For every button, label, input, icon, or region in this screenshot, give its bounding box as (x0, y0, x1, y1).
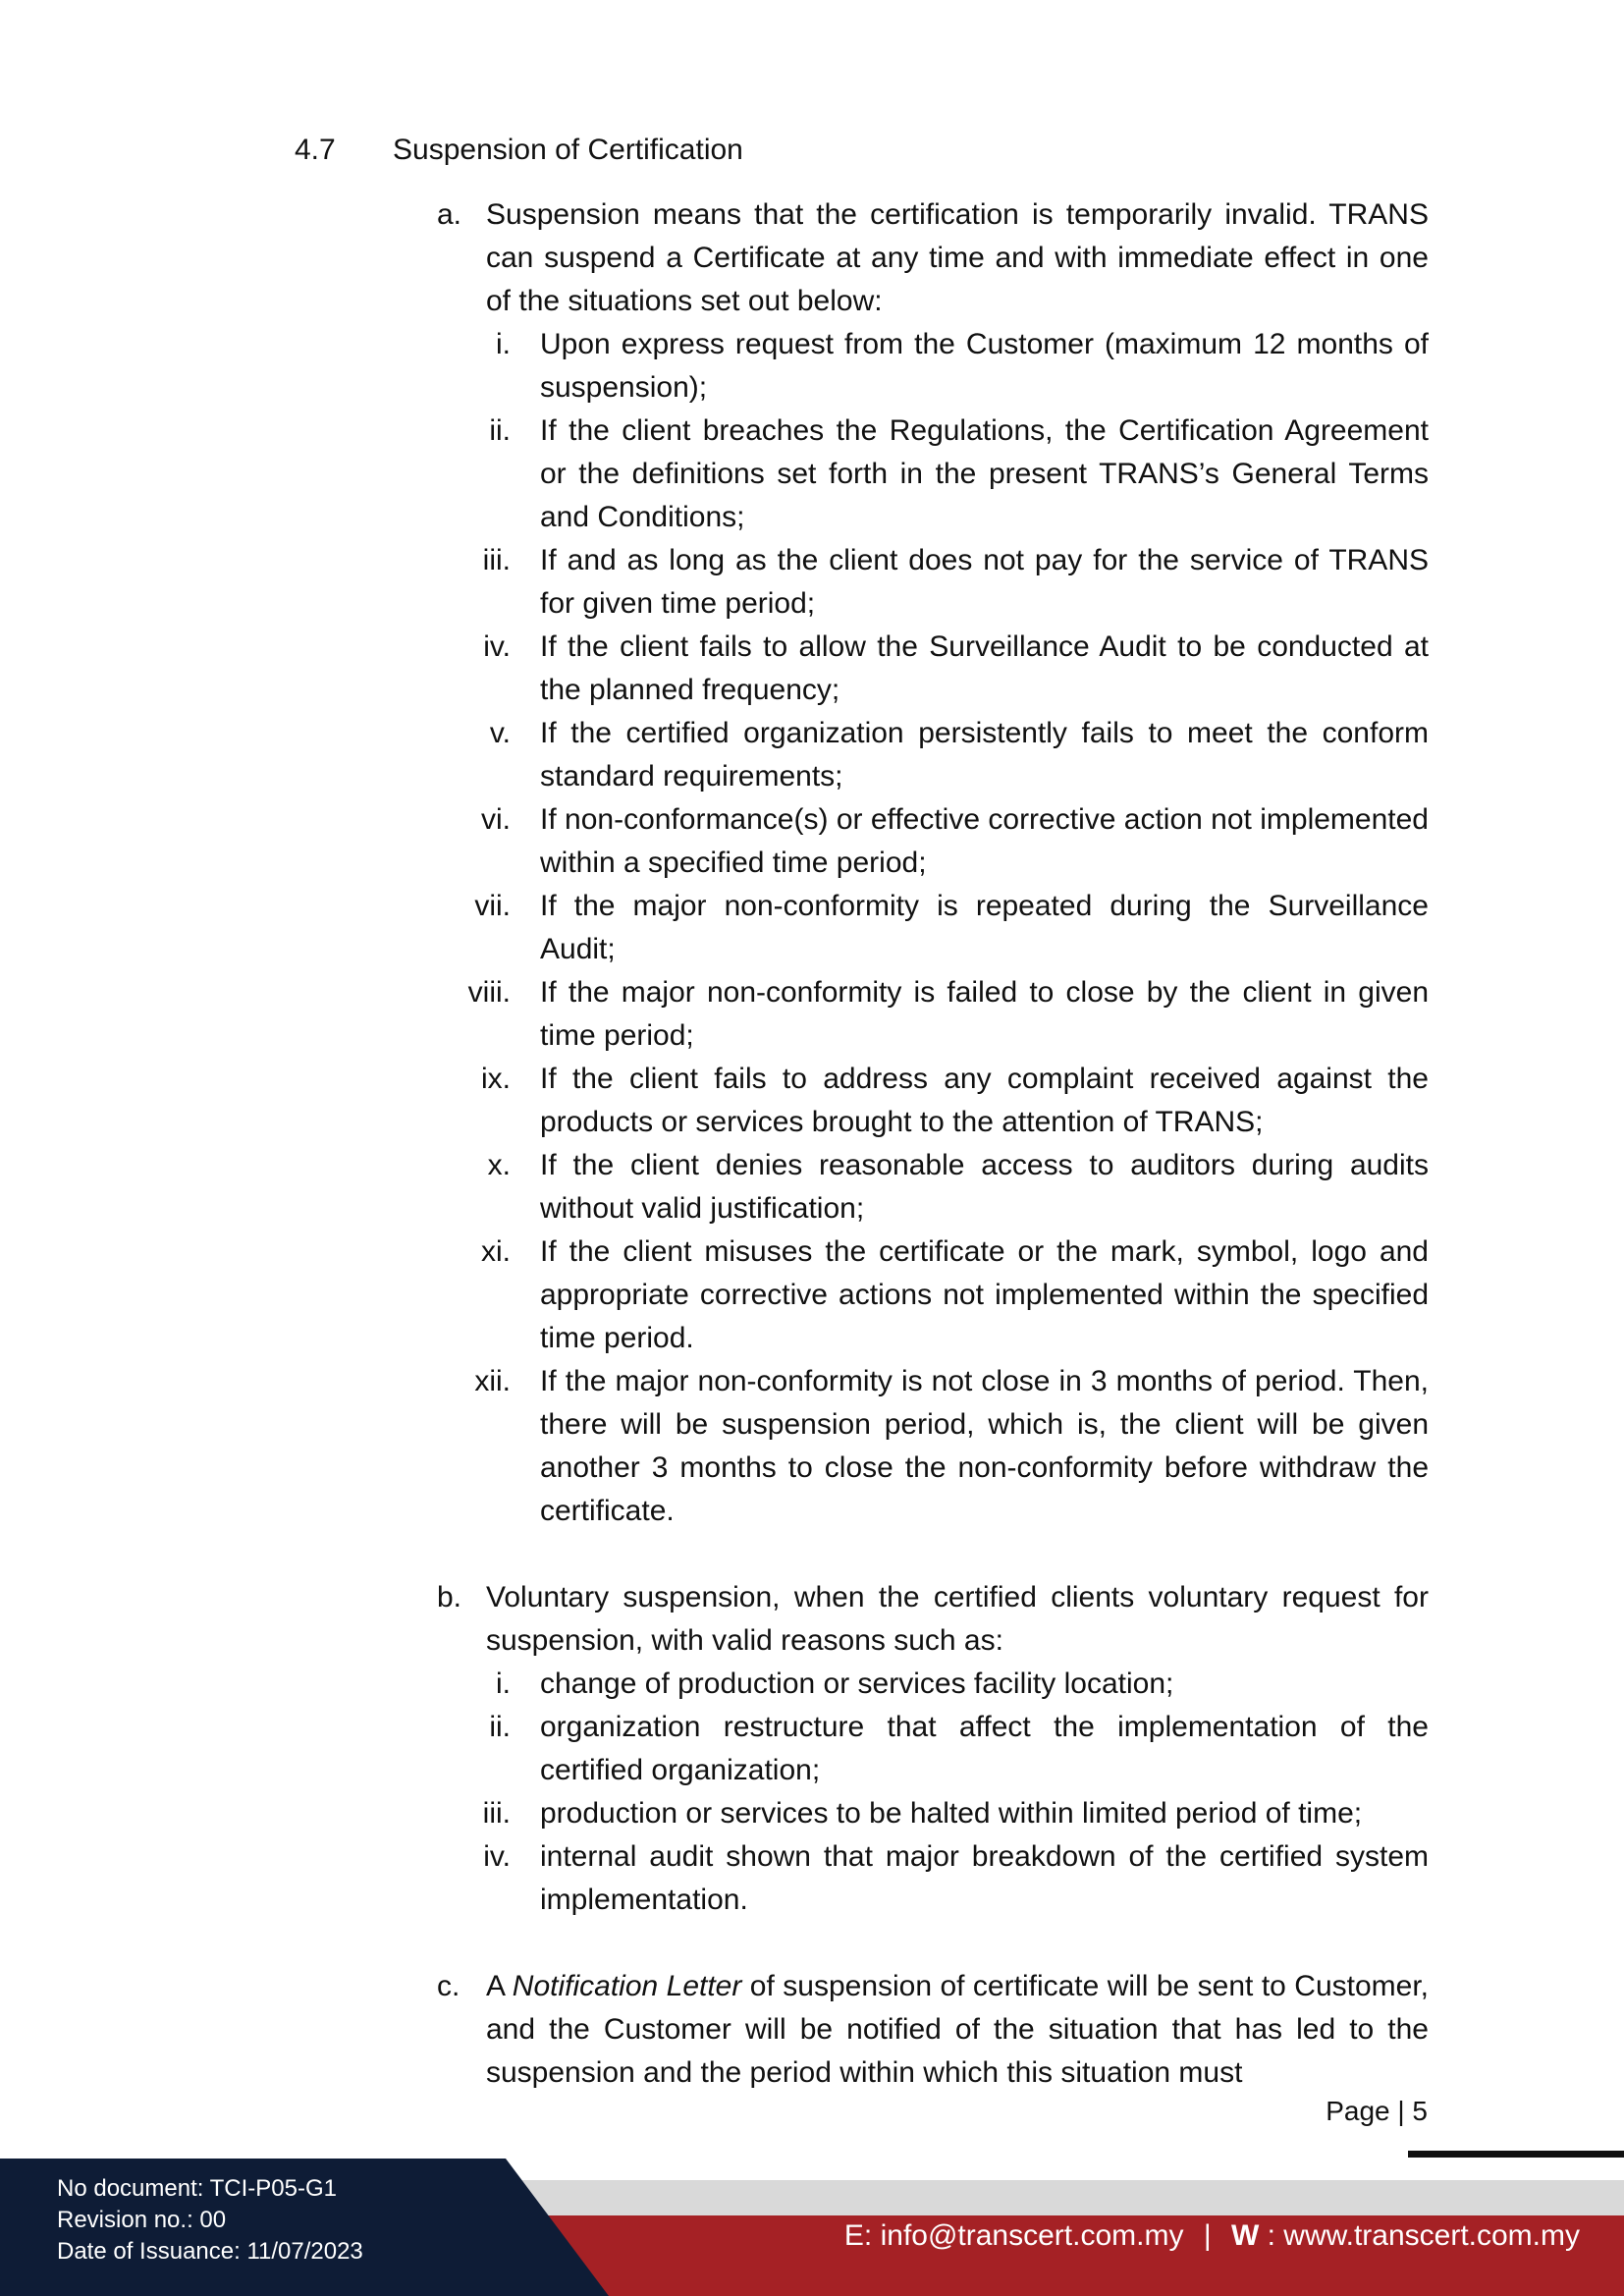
sub-item-text: If non-conformance(s) or effective corrective action not implemented within a specified time period; (540, 803, 1429, 879)
sub-item (437, 1230, 1429, 1360)
sub-item-label: iii. (482, 1797, 511, 1830)
notification-letter-term: Notification Letter (512, 1970, 742, 2002)
sub-item (437, 539, 1429, 626)
sub-item-label: i. (496, 1667, 511, 1700)
contact-info (844, 2214, 1580, 2258)
section-number: 4.7 (295, 134, 336, 166)
page-divider (1408, 2151, 1624, 2158)
sub-item (437, 1835, 1429, 1922)
item-label: c. (437, 1970, 460, 2002)
document-info (57, 2173, 363, 2268)
sub-item (437, 323, 1429, 410)
sub-item-label: ix. (481, 1063, 511, 1095)
revision-number: Revision no.: 00 (57, 2207, 227, 2233)
sub-item (437, 971, 1429, 1058)
sub-item-label: ii. (489, 1711, 511, 1743)
email-contact: E: info@transcert.com.my (843, 2219, 1184, 2252)
sub-item-label: vii. (474, 890, 511, 922)
sub-item-label: i. (496, 328, 511, 360)
item-text-post: of suspension of certificate will be sent to Customer, and the Customer will be notified of the situation that has led to the suspension and the period within which this situation must (486, 1970, 1429, 2089)
sub-item-text: If the client denies reasonable access to auditors during audits without valid justification; (540, 1149, 1429, 1225)
section-heading (295, 129, 884, 172)
sub-item-label: xii. (474, 1365, 511, 1397)
sub-item-text: organization restructure that affect the implementation of the certified organization; (540, 1711, 1429, 1786)
sublist-b (437, 1663, 1429, 1922)
sub-item (437, 1058, 1429, 1144)
sub-item-label: iii. (482, 544, 511, 576)
sub-item-label: ii. (489, 414, 511, 447)
sub-item-text: If the certified organization persistently fails to meet the conform standard requirements; (540, 717, 1429, 793)
sub-item-text: production or services to be halted within limited period of time; (540, 1797, 1363, 1830)
sub-item-text: change of production or services facility location; (540, 1667, 1174, 1700)
sub-item-text: If the client misuses the certificate or the mark, symbol, logo and appropriate corrective actions not implemented within the specified time period. (540, 1235, 1429, 1354)
sub-item-text: internal audit shown that major breakdown of the certified system implementation. (540, 1840, 1429, 1916)
sub-item-label: iv. (483, 1840, 511, 1873)
separator: | (1203, 2219, 1212, 2252)
sub-item (437, 1663, 1429, 1706)
list-item-a (437, 193, 1429, 323)
item-label: b. (437, 1581, 462, 1613)
item-text: Voluntary suspension, when the certified clients voluntary request for suspension, with valid reasons such as: (486, 1581, 1429, 1657)
section-title: Suspension of Certification (393, 134, 743, 166)
sub-item-label: v. (489, 717, 511, 749)
sub-item-label: xi. (481, 1235, 511, 1268)
sub-item-text: Upon express request from the Customer (maximum 12 months of suspension); (540, 328, 1429, 404)
sub-item (437, 885, 1429, 971)
website-contact: : www.transcert.com.my (1259, 2219, 1580, 2252)
sub-item (437, 1144, 1429, 1230)
page-number: Page | 5 (1326, 2096, 1428, 2126)
sub-item (437, 626, 1429, 712)
sub-item (437, 1792, 1429, 1835)
sublist-a (437, 323, 1429, 1533)
sub-item-label: iv. (483, 630, 511, 663)
item-text: Suspension means that the certification is temporarily invalid. TRANS can suspend a Certificate at any time and with immediate effect in one of the situations set out below: (486, 198, 1429, 317)
spacer (437, 1533, 1429, 1576)
item-text (486, 1965, 1429, 2095)
sub-item (437, 1360, 1429, 1533)
sub-item (437, 798, 1429, 885)
sub-item-text: If the major non-conformity is failed to close by the client in given time period; (540, 976, 1429, 1052)
sub-item-text: If the major non-conformity is not close in 3 months of period. Then, there will be suspension period, which is, the client will be given another 3 months to close the non-conformity before withdraw the certificate. (540, 1365, 1429, 1527)
sub-item-text: If the client breaches the Regulations, the Certification Agreement or the definitions set forth in the present TRANS’s General Terms and Conditions; (540, 414, 1429, 533)
sub-item-label: x. (487, 1149, 511, 1181)
list-item-b (437, 1576, 1429, 1663)
sub-item-text: If the client fails to address any complaint received against the products or services brought to the attention of TRANS; (540, 1063, 1429, 1138)
sub-item (437, 410, 1429, 539)
item-text-pre: A (486, 1970, 513, 2002)
doc-number: No document: TCI-P05-G1 (57, 2175, 338, 2202)
issuance-date: Date of Issuance: 11/07/2023 (57, 2238, 363, 2265)
sub-item (437, 1706, 1429, 1792)
list-item-c (437, 1965, 1429, 2095)
sub-item-text: If the client fails to allow the Surveillance Audit to be conducted at the planned frequency; (540, 630, 1429, 706)
sub-item-label: viii. (467, 976, 511, 1009)
footer-grey-stripe (471, 2180, 1624, 2215)
document-body (437, 193, 1429, 2095)
sub-item (437, 712, 1429, 798)
sub-item-text: If and as long as the client does not pay for the service of TRANS for given time period; (540, 544, 1429, 620)
item-label: a. (437, 198, 462, 231)
web-prefix: W (1230, 2219, 1260, 2252)
sub-item-label: vi. (481, 803, 511, 836)
spacer (437, 1922, 1429, 1965)
sub-item-text: If the major non-conformity is repeated during the Surveillance Audit; (540, 890, 1429, 965)
